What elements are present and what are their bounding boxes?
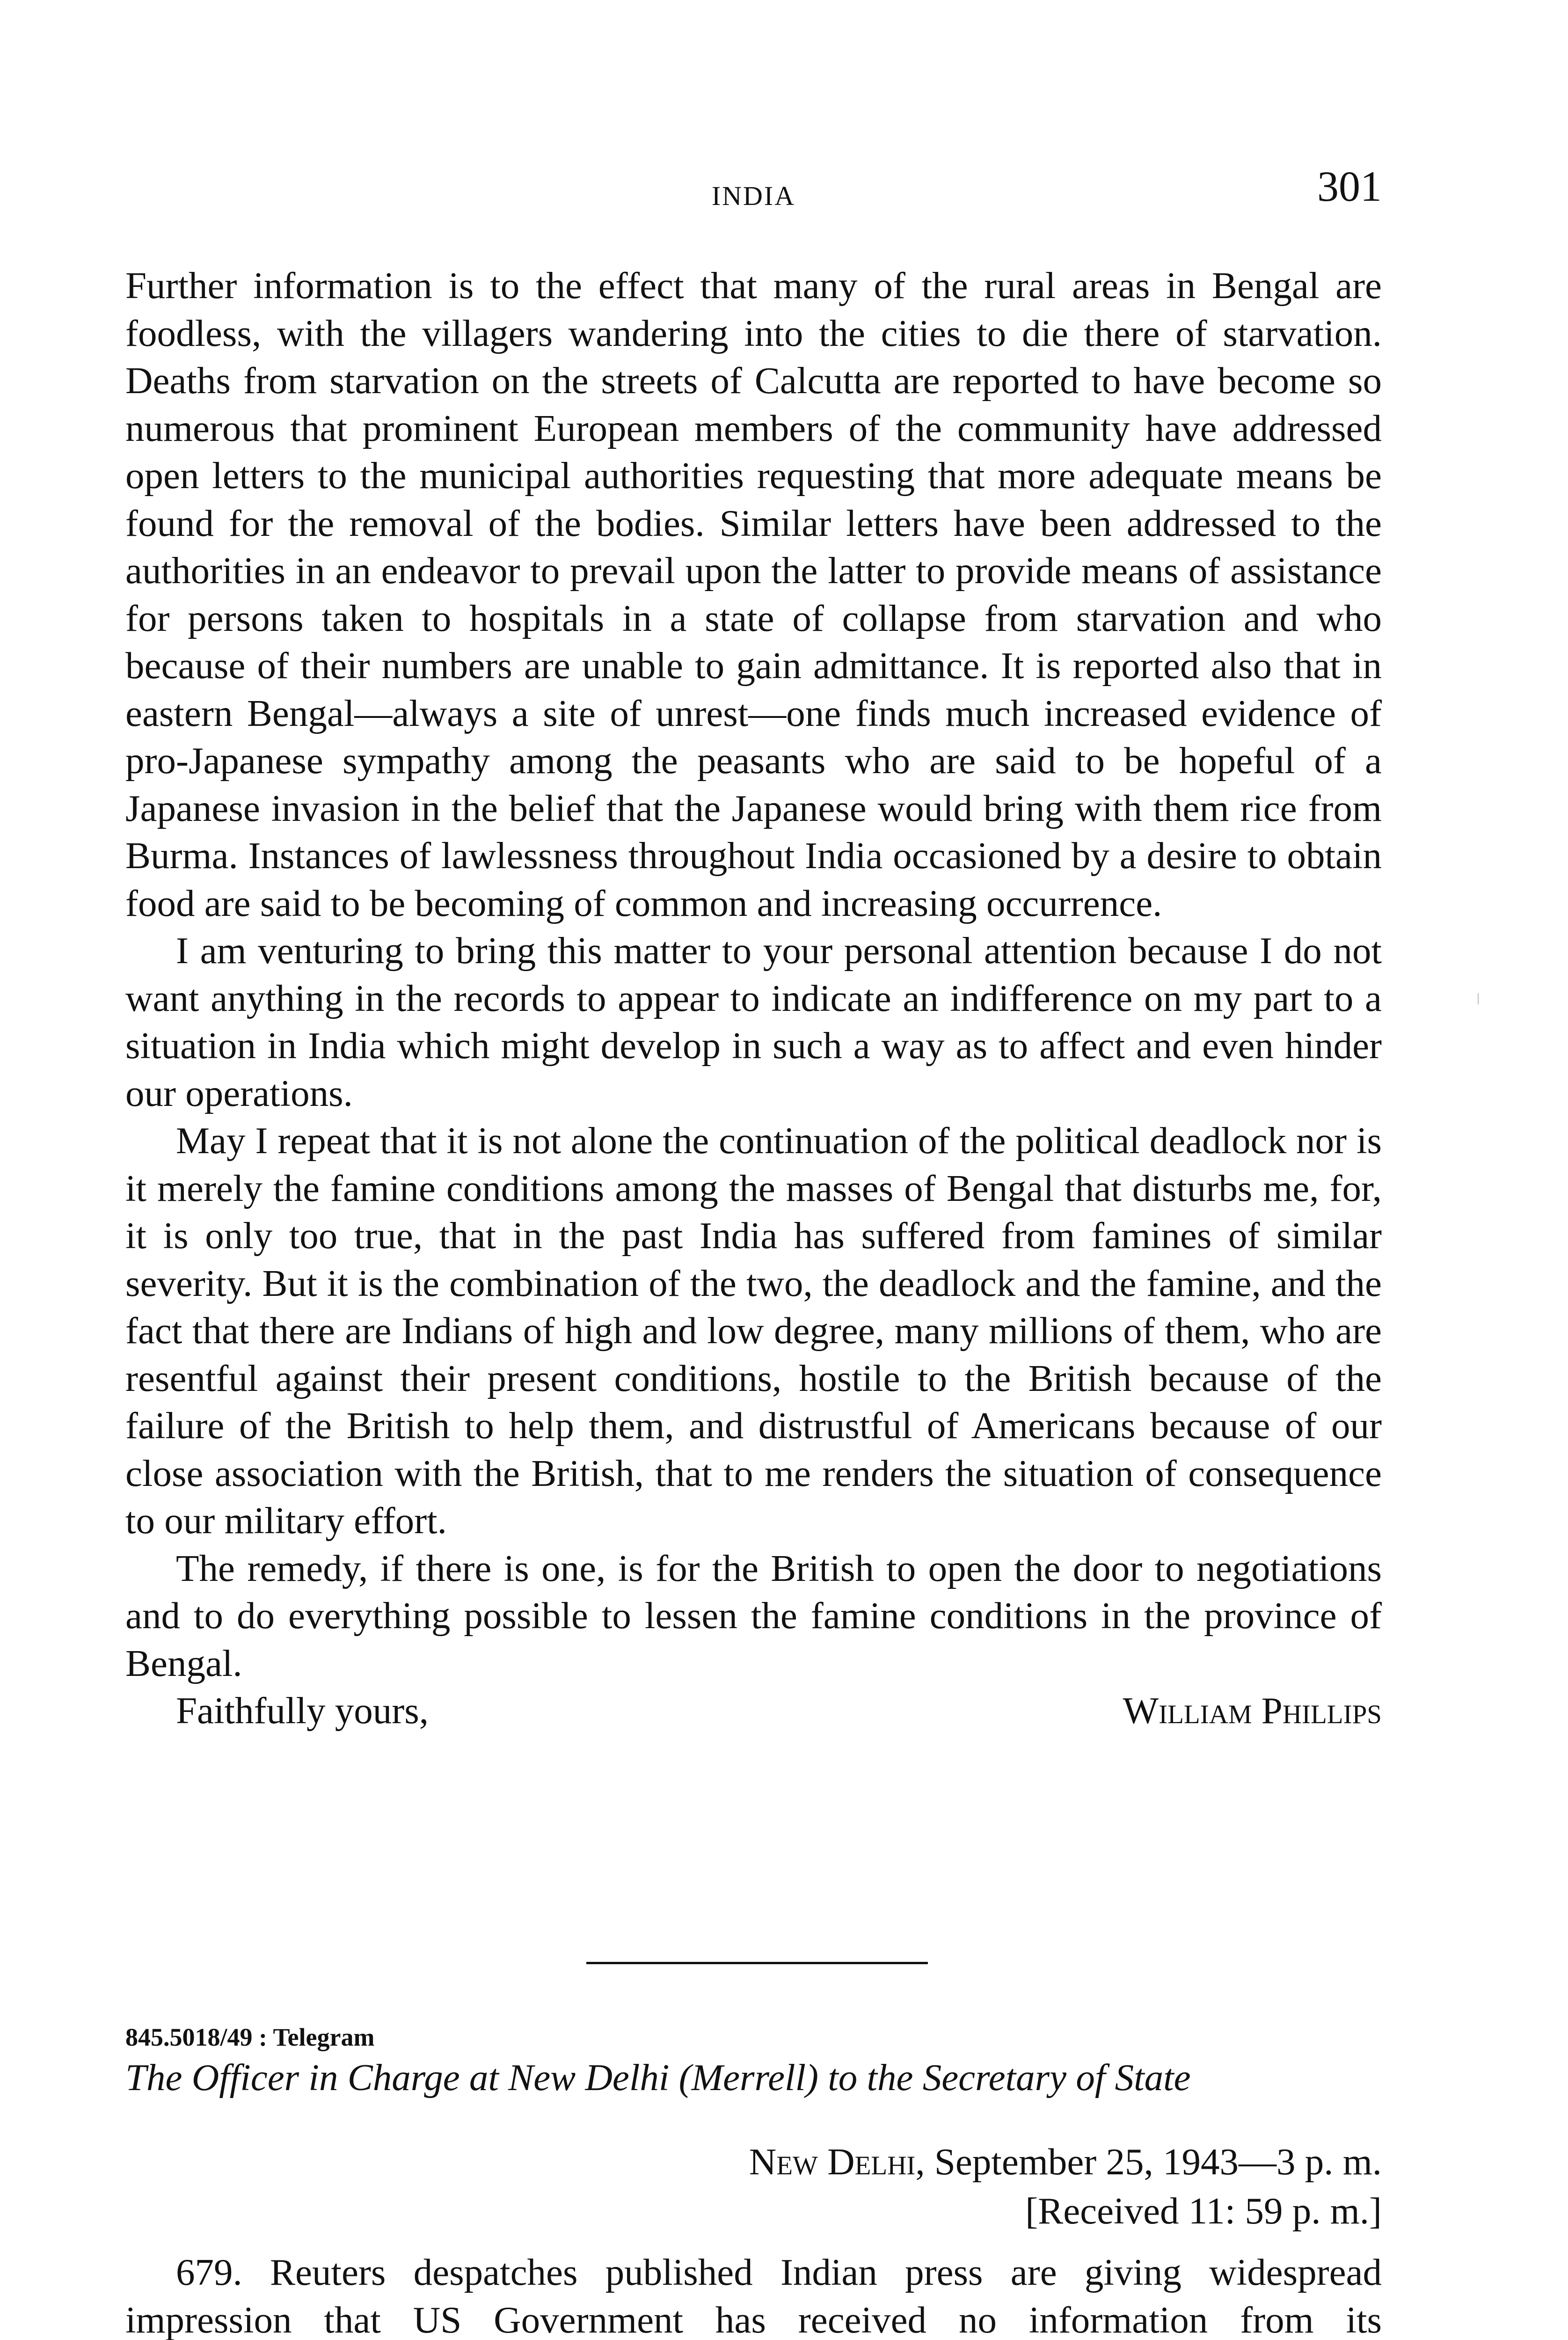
letter-closing: [176, 1687, 1382, 1735]
document-page: [125, 0, 1382, 2340]
dateline-date: , September 25, 1943—3 p. m.: [915, 2141, 1382, 2183]
paragraph: 679. Reuters despatches published Indian press are giving widespread impression that US Government has received no information from its: [125, 2251, 1382, 2340]
section-divider: [586, 1962, 928, 1964]
paragraph: May I repeat that it is not alone the continuation of the political deadlock nor is it merely the famine conditions among the masses of Bengal that disturbs me, for, it is only too true, that in the past India has suffered from famines of similar severity. But it is the combination of the two, the deadlock and the famine, and the fact that there are Indians of high and low degree, many millions of them, who are resentful against their present conditions, hostile to the British because of the failure of the British to help them, and distrustful of Americans because of our close association with the British, that to me renders the situation of consequence to our military effort.: [125, 1119, 1382, 1542]
signature: William Phillips: [1123, 1689, 1382, 1732]
document-title: The Officer in Charge at New Delhi (Merrell) to the Secretary of State: [125, 2056, 1191, 2099]
received-note: [Received 11: 59 p. m.]: [1025, 2190, 1382, 2232]
page-header: [125, 161, 1382, 218]
paragraph: The remedy, if there is one, is for the British to open the door to negotiations and to do everything possible to lessen the famine conditions in the province of Bengal.: [125, 1547, 1382, 1684]
running-head: INDIA: [711, 181, 796, 211]
margin-mark: [1478, 993, 1479, 1004]
paragraph: I am venturing to bring this matter to your personal attention because I do not want anything in the records to appear to indicate an indifference on my part to a situation in India which might develop in such a way as to affect and even hinder our operations.: [125, 929, 1382, 1114]
telegram-body: [125, 2249, 1382, 2340]
complimentary-close: Faithfully yours,: [176, 1689, 429, 1732]
paragraph: Further information is to the effect that many of the rural areas in Bengal are foodless, with the villagers wandering into the cities to die there of starvation. Deaths from starvation on the streets of Calcutta are reported to have become so numerous that prominent European members of the community have addressed open letters to the municipal authorities requesting that more adequate means be found for the removal of the bodies. Similar letters have been addressed to the authorities in an endeavor to prevail upon the latter to provide means of assistance for persons taken to hospitals in a state of collapse from starvation and who because of their numbers are unable to gain admittance. It is reported also that in eastern Bengal—always a site of unrest—one finds much increased evidence of pro-Japanese sympathy among the peasants who are said to be hopeful of a Japanese invasion in the belief that the Japanese would bring with them rice from Burma. Instances of lawlessness throughout India occasioned by a desire to obtain food are said to be becoming of common and increasing occurrence.: [125, 264, 1382, 924]
document-id: 845.5018/49 : Telegram: [125, 2023, 375, 2051]
dateline-place: New Delhi: [749, 2141, 916, 2183]
dateline: [749, 2140, 1382, 2184]
page-number: 301: [1317, 162, 1382, 210]
letter-body: [125, 262, 1382, 1735]
